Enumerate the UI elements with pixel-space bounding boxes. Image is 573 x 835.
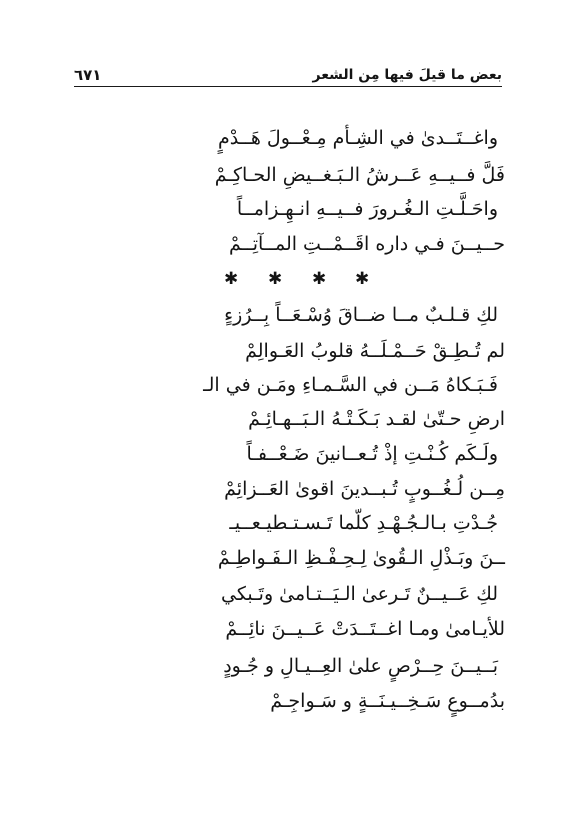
verse-1-first-half: واغــتَــدىٰ في الشِـأم مِـعْــولَ هَــدْمٍ [218,127,498,149]
running-title: بعض ما قيلَ فيها مِن الشعر [312,67,502,83]
verse-8-first-half: بَــيــنَ حِــرْصٍ علىٰ العِــيـالِ و جُـودٍ [223,655,498,677]
header-rule [74,86,502,87]
verse-5-first-half: ولَـكَم كُـنْـتِ إذْ تُـعــانينَ ضَـعْــفـاً [246,443,498,465]
page-number: ٦٧١ [74,66,102,84]
separator-asterisk: ✱ [224,269,239,289]
section-separator [0,268,573,292]
verse-6-second-half: ــنَ وبَـذْلِ الـقُوىٰ لِـحِـفْـظِ الـفَـواطِـمْ [217,547,505,569]
verse-2-second-half: حــيــنَ فـي داره اقَــمْــتِ المــآتِــمْ [228,233,505,255]
verse-6-first-half: جُـدْتِ بـالـجُـهْـدِ كلّما تَـسـتـطيـعــيـ [229,512,498,534]
verse-3-first-half: لكِ قـلـبٌ مــا ضــاقَ وُسْـعَــاً بِــرُزءٍ [224,304,498,326]
verse-4-second-half: ارضِ حـتّىٰ لقـد بَـكَـتْـهُ الـبَــهـائِـمْ [248,408,505,430]
verse-5-second-half: مِــن لُـغُــوبٍ تُـبــدينَ اقوىٰ العَــزائِمْ [224,478,505,500]
verse-7-second-half: للأيـامىٰ ومـا اغــتَــدَتْ عَــيــنَ نائِــمْ [225,618,505,640]
separator-asterisk: ✱ [268,269,283,289]
separator-asterisk: ✱ [355,269,370,289]
page-header [74,64,502,84]
verse-4-first-half: فَـبَـكاهُ مَــن في السَّـمـاءِ ومَـن في الـ [203,374,498,396]
verse-3-second-half: لم تُـطِـقْ حَــمْـلَــهُ قلوبُ العَـوالِمْ [245,340,505,362]
verse-2-first-half: واحَـلَّـتِ الـغُـرورَ فــيــهِ انـهِـزامــاً [236,198,498,220]
verse-7-first-half: لكِ عَــيــنٌ تَـرعىٰ الـيَــتـامىٰ وتَـبكي [221,583,498,605]
verse-8-second-half: بدُمــوعٍ سَـخِــيـنَــةٍ و سَـواجِـمْ [270,690,505,712]
separator-asterisk: ✱ [312,269,327,289]
verse-1-second-half: فَلَّ فــيــهِ عَــرشُ الـبَـغــيضِ الحـاكِـمْ [214,164,505,186]
